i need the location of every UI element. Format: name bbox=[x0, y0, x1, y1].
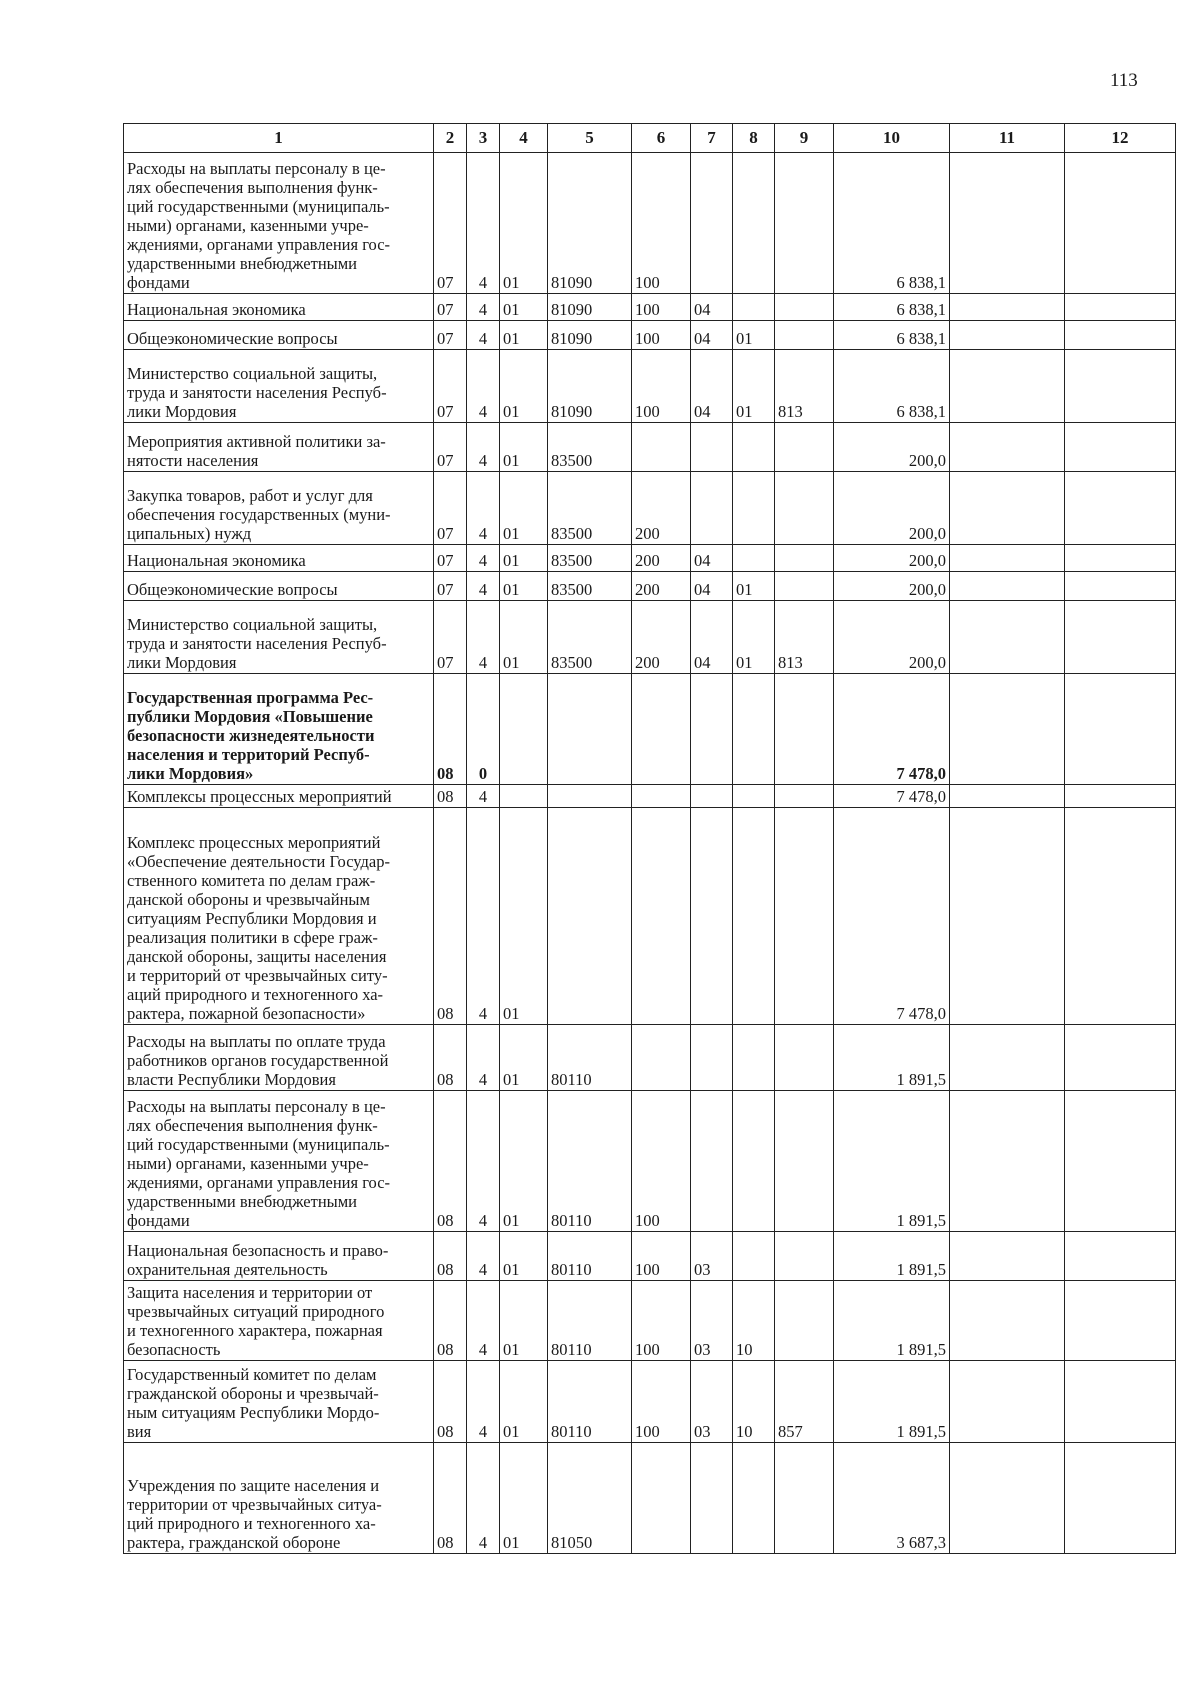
cell-col-6 bbox=[632, 785, 691, 808]
cell-col-5: 81090 bbox=[548, 294, 632, 321]
cell-col-5: 80110 bbox=[548, 1091, 632, 1232]
header-cell: 2 bbox=[434, 124, 467, 153]
cell-col-2: 08 bbox=[434, 808, 467, 1025]
cell-col-4: 01 bbox=[500, 294, 548, 321]
page-number: 113 bbox=[1110, 70, 1138, 91]
table-row bbox=[124, 785, 1176, 808]
row-label: Общеэкономические вопросы bbox=[124, 321, 434, 350]
cell-col-11 bbox=[950, 350, 1065, 423]
row-label: Комплекс процессных мероприятий «Обеспечение деятельности Государ- ственного комитета по делам граж- данской обороны и чрезвычайным ситуациям Республики Мордовия и реализация политики в сфере граж- данской обороны, защиты населения и территорий от чрезвычайных ситу- аций природного и техногенного ха- рактера, пожарной безопасности» bbox=[124, 808, 434, 1025]
cell-col-6: 100 bbox=[632, 1281, 691, 1361]
cell-col-10: 1 891,5 bbox=[834, 1025, 950, 1091]
cell-col-12 bbox=[1065, 472, 1176, 545]
cell-col-9 bbox=[775, 321, 834, 350]
cell-col-3: 0 bbox=[467, 674, 500, 785]
cell-col-2: 07 bbox=[434, 350, 467, 423]
cell-col-7 bbox=[691, 153, 733, 294]
cell-col-8: 10 bbox=[733, 1281, 775, 1361]
cell-col-12 bbox=[1065, 545, 1176, 572]
header-cell: 4 bbox=[500, 124, 548, 153]
cell-col-8 bbox=[733, 808, 775, 1025]
cell-col-7: 04 bbox=[691, 545, 733, 572]
table-row bbox=[124, 808, 1176, 1025]
cell-col-2: 08 bbox=[434, 1281, 467, 1361]
cell-col-2: 08 bbox=[434, 674, 467, 785]
cell-col-3: 4 bbox=[467, 423, 500, 472]
cell-col-9 bbox=[775, 1232, 834, 1281]
header-row bbox=[124, 124, 1176, 153]
cell-col-11 bbox=[950, 472, 1065, 545]
cell-col-8 bbox=[733, 294, 775, 321]
cell-col-10: 1 891,5 bbox=[834, 1361, 950, 1443]
cell-col-6: 200 bbox=[632, 572, 691, 601]
cell-col-11 bbox=[950, 785, 1065, 808]
table-row bbox=[124, 321, 1176, 350]
header-cell: 5 bbox=[548, 124, 632, 153]
row-label: Мероприятия активной политики за- нятости населения bbox=[124, 423, 434, 472]
cell-col-9 bbox=[775, 572, 834, 601]
row-label: Учреждения по защите населения и территории от чрезвычайных ситуа- ций природного и техногенного ха- рактера, гражданской обороне bbox=[124, 1443, 434, 1554]
cell-col-4: 01 bbox=[500, 1361, 548, 1443]
cell-col-10: 3 687,3 bbox=[834, 1443, 950, 1554]
cell-col-10: 200,0 bbox=[834, 423, 950, 472]
cell-col-5: 83500 bbox=[548, 572, 632, 601]
cell-col-4: 01 bbox=[500, 1281, 548, 1361]
table-row bbox=[124, 294, 1176, 321]
cell-col-8 bbox=[733, 674, 775, 785]
cell-col-4: 01 bbox=[500, 423, 548, 472]
cell-col-11 bbox=[950, 423, 1065, 472]
table-body bbox=[124, 153, 1176, 1554]
cell-col-9 bbox=[775, 294, 834, 321]
cell-col-5 bbox=[548, 808, 632, 1025]
cell-col-6: 100 bbox=[632, 1232, 691, 1281]
cell-col-2: 07 bbox=[434, 321, 467, 350]
cell-col-9 bbox=[775, 1025, 834, 1091]
cell-col-3: 4 bbox=[467, 1025, 500, 1091]
cell-col-10: 7 478,0 bbox=[834, 808, 950, 1025]
cell-col-5: 81090 bbox=[548, 350, 632, 423]
cell-col-9 bbox=[775, 1281, 834, 1361]
cell-col-10: 7 478,0 bbox=[834, 785, 950, 808]
cell-col-7: 04 bbox=[691, 350, 733, 423]
cell-col-7 bbox=[691, 808, 733, 1025]
cell-col-6: 100 bbox=[632, 350, 691, 423]
cell-col-3: 4 bbox=[467, 1232, 500, 1281]
cell-col-11 bbox=[950, 294, 1065, 321]
cell-col-5 bbox=[548, 674, 632, 785]
cell-col-5: 80110 bbox=[548, 1232, 632, 1281]
cell-col-3: 4 bbox=[467, 601, 500, 674]
header-cell: 3 bbox=[467, 124, 500, 153]
cell-col-3: 4 bbox=[467, 808, 500, 1025]
cell-col-11 bbox=[950, 321, 1065, 350]
cell-col-9 bbox=[775, 674, 834, 785]
cell-col-3: 4 bbox=[467, 294, 500, 321]
cell-col-7 bbox=[691, 1025, 733, 1091]
cell-col-4: 01 bbox=[500, 321, 548, 350]
cell-col-3: 4 bbox=[467, 321, 500, 350]
row-label: Защита населения и территории от чрезвычайных ситуаций природного и техногенного характера, пожарная безопасность bbox=[124, 1281, 434, 1361]
cell-col-3: 4 bbox=[467, 1281, 500, 1361]
cell-col-12 bbox=[1065, 1232, 1176, 1281]
cell-col-12 bbox=[1065, 1025, 1176, 1091]
cell-col-3: 4 bbox=[467, 1443, 500, 1554]
table-row bbox=[124, 572, 1176, 601]
cell-col-4: 01 bbox=[500, 350, 548, 423]
cell-col-6: 200 bbox=[632, 545, 691, 572]
cell-col-2: 08 bbox=[434, 785, 467, 808]
cell-col-4: 01 bbox=[500, 1232, 548, 1281]
header-cell: 6 bbox=[632, 124, 691, 153]
cell-col-7: 03 bbox=[691, 1232, 733, 1281]
cell-col-8 bbox=[733, 153, 775, 294]
cell-col-2: 08 bbox=[434, 1025, 467, 1091]
cell-col-11 bbox=[950, 1281, 1065, 1361]
cell-col-9 bbox=[775, 785, 834, 808]
table-row bbox=[124, 153, 1176, 294]
table-row bbox=[124, 1025, 1176, 1091]
cell-col-8: 10 bbox=[733, 1361, 775, 1443]
row-label: Национальная экономика bbox=[124, 545, 434, 572]
cell-col-12 bbox=[1065, 572, 1176, 601]
cell-col-12 bbox=[1065, 785, 1176, 808]
cell-col-12 bbox=[1065, 808, 1176, 1025]
cell-col-9 bbox=[775, 472, 834, 545]
cell-col-2: 07 bbox=[434, 572, 467, 601]
header-cell: 11 bbox=[950, 124, 1065, 153]
cell-col-12 bbox=[1065, 1443, 1176, 1554]
cell-col-7 bbox=[691, 674, 733, 785]
cell-col-3: 4 bbox=[467, 350, 500, 423]
cell-col-3: 4 bbox=[467, 545, 500, 572]
cell-col-5: 80110 bbox=[548, 1361, 632, 1443]
cell-col-11 bbox=[950, 153, 1065, 294]
cell-col-8 bbox=[733, 423, 775, 472]
cell-col-6 bbox=[632, 808, 691, 1025]
cell-col-3: 4 bbox=[467, 153, 500, 294]
table-row bbox=[124, 545, 1176, 572]
cell-col-6 bbox=[632, 423, 691, 472]
cell-col-10: 1 891,5 bbox=[834, 1281, 950, 1361]
cell-col-8 bbox=[733, 1025, 775, 1091]
cell-col-6: 200 bbox=[632, 472, 691, 545]
cell-col-7 bbox=[691, 423, 733, 472]
table-row bbox=[124, 423, 1176, 472]
cell-col-11 bbox=[950, 1232, 1065, 1281]
cell-col-10: 6 838,1 bbox=[834, 153, 950, 294]
table-row bbox=[124, 601, 1176, 674]
cell-col-4 bbox=[500, 785, 548, 808]
cell-col-9 bbox=[775, 423, 834, 472]
cell-col-8: 01 bbox=[733, 350, 775, 423]
cell-col-5: 81090 bbox=[548, 153, 632, 294]
cell-col-12 bbox=[1065, 1361, 1176, 1443]
table-row bbox=[124, 1361, 1176, 1443]
table-row bbox=[124, 1443, 1176, 1554]
cell-col-5: 80110 bbox=[548, 1025, 632, 1091]
cell-col-2: 08 bbox=[434, 1361, 467, 1443]
cell-col-9 bbox=[775, 153, 834, 294]
cell-col-10: 1 891,5 bbox=[834, 1091, 950, 1232]
header-cell: 9 bbox=[775, 124, 834, 153]
cell-col-3: 4 bbox=[467, 785, 500, 808]
cell-col-11 bbox=[950, 572, 1065, 601]
cell-col-11 bbox=[950, 1443, 1065, 1554]
cell-col-9: 813 bbox=[775, 350, 834, 423]
cell-col-11 bbox=[950, 1025, 1065, 1091]
budget-table bbox=[123, 123, 1176, 1554]
cell-col-7: 04 bbox=[691, 601, 733, 674]
header-cell: 8 bbox=[733, 124, 775, 153]
cell-col-3: 4 bbox=[467, 1361, 500, 1443]
cell-col-3: 4 bbox=[467, 472, 500, 545]
row-label: Расходы на выплаты персоналу в це- лях обеспечения выполнения функ- ций государственными (муниципаль- ными) органами, казенными учре- ждениями, органами управления гос- ударственными внебюджетными фондами bbox=[124, 1091, 434, 1232]
cell-col-12 bbox=[1065, 321, 1176, 350]
cell-col-10: 7 478,0 bbox=[834, 674, 950, 785]
cell-col-7: 04 bbox=[691, 321, 733, 350]
cell-col-9 bbox=[775, 1091, 834, 1232]
cell-col-10: 6 838,1 bbox=[834, 321, 950, 350]
cell-col-4: 01 bbox=[500, 808, 548, 1025]
cell-col-10: 6 838,1 bbox=[834, 294, 950, 321]
cell-col-5: 81090 bbox=[548, 321, 632, 350]
table-row bbox=[124, 1091, 1176, 1232]
cell-col-6: 100 bbox=[632, 294, 691, 321]
cell-col-3: 4 bbox=[467, 1091, 500, 1232]
cell-col-6: 100 bbox=[632, 153, 691, 294]
table-row bbox=[124, 472, 1176, 545]
row-label: Общеэкономические вопросы bbox=[124, 572, 434, 601]
row-label: Министерство социальной защиты, труда и занятости населения Респуб- лики Мордовия bbox=[124, 601, 434, 674]
cell-col-2: 08 bbox=[434, 1091, 467, 1232]
cell-col-4: 01 bbox=[500, 545, 548, 572]
cell-col-10: 1 891,5 bbox=[834, 1232, 950, 1281]
cell-col-10: 200,0 bbox=[834, 601, 950, 674]
cell-col-10: 200,0 bbox=[834, 545, 950, 572]
cell-col-10: 200,0 bbox=[834, 472, 950, 545]
cell-col-2: 07 bbox=[434, 472, 467, 545]
cell-col-8 bbox=[733, 1091, 775, 1232]
cell-col-8 bbox=[733, 472, 775, 545]
cell-col-11 bbox=[950, 1091, 1065, 1232]
cell-col-4: 01 bbox=[500, 472, 548, 545]
cell-col-4: 01 bbox=[500, 1091, 548, 1232]
cell-col-7: 03 bbox=[691, 1281, 733, 1361]
cell-col-9: 813 bbox=[775, 601, 834, 674]
cell-col-2: 07 bbox=[434, 153, 467, 294]
cell-col-7: 04 bbox=[691, 572, 733, 601]
cell-col-7 bbox=[691, 1443, 733, 1554]
cell-col-12 bbox=[1065, 674, 1176, 785]
cell-col-2: 08 bbox=[434, 1232, 467, 1281]
cell-col-5: 83500 bbox=[548, 423, 632, 472]
cell-col-10: 6 838,1 bbox=[834, 350, 950, 423]
cell-col-4: 01 bbox=[500, 1443, 548, 1554]
cell-col-2: 08 bbox=[434, 1443, 467, 1554]
row-label: Закупка товаров, работ и услуг для обеспечения государственных (муни- ципальных) нужд bbox=[124, 472, 434, 545]
cell-col-7: 04 bbox=[691, 294, 733, 321]
cell-col-4: 01 bbox=[500, 572, 548, 601]
table-row bbox=[124, 674, 1176, 785]
cell-col-7 bbox=[691, 472, 733, 545]
table-row bbox=[124, 1232, 1176, 1281]
cell-col-2: 07 bbox=[434, 294, 467, 321]
cell-col-2: 07 bbox=[434, 545, 467, 572]
header-cell: 10 bbox=[834, 124, 950, 153]
row-label: Расходы на выплаты персоналу в це- лях обеспечения выполнения функ- ций государственными (муниципаль- ными) органами, казенными учре- ждениями, органами управления гос- ударственными внебюджетными фондами bbox=[124, 153, 434, 294]
cell-col-4: 01 bbox=[500, 153, 548, 294]
row-label: Расходы на выплаты по оплате труда работников органов государственной власти Республики Мордовия bbox=[124, 1025, 434, 1091]
cell-col-11 bbox=[950, 674, 1065, 785]
cell-col-5: 81050 bbox=[548, 1443, 632, 1554]
cell-col-12 bbox=[1065, 423, 1176, 472]
cell-col-11 bbox=[950, 808, 1065, 1025]
cell-col-8: 01 bbox=[733, 572, 775, 601]
cell-col-12 bbox=[1065, 153, 1176, 294]
cell-col-11 bbox=[950, 545, 1065, 572]
cell-col-5: 83500 bbox=[548, 545, 632, 572]
cell-col-8 bbox=[733, 1443, 775, 1554]
cell-col-6 bbox=[632, 1443, 691, 1554]
cell-col-9 bbox=[775, 1443, 834, 1554]
cell-col-4: 01 bbox=[500, 1025, 548, 1091]
cell-col-12 bbox=[1065, 1091, 1176, 1232]
cell-col-5: 80110 bbox=[548, 1281, 632, 1361]
cell-col-3: 4 bbox=[467, 572, 500, 601]
cell-col-10: 200,0 bbox=[834, 572, 950, 601]
cell-col-9 bbox=[775, 545, 834, 572]
cell-col-9 bbox=[775, 808, 834, 1025]
row-label: Национальная экономика bbox=[124, 294, 434, 321]
cell-col-8: 01 bbox=[733, 321, 775, 350]
cell-col-11 bbox=[950, 601, 1065, 674]
cell-col-6: 100 bbox=[632, 321, 691, 350]
cell-col-11 bbox=[950, 1361, 1065, 1443]
cell-col-7 bbox=[691, 785, 733, 808]
header-cell: 12 bbox=[1065, 124, 1176, 153]
cell-col-12 bbox=[1065, 350, 1176, 423]
cell-col-6: 100 bbox=[632, 1361, 691, 1443]
row-label: Государственная программа Рес- публики Мордовия «Повышение безопасности жизнедеятельности населения и территорий Респуб- лики Мордовия» bbox=[124, 674, 434, 785]
cell-col-2: 07 bbox=[434, 601, 467, 674]
cell-col-12 bbox=[1065, 294, 1176, 321]
cell-col-8 bbox=[733, 1232, 775, 1281]
cell-col-4 bbox=[500, 674, 548, 785]
row-label: Государственный комитет по делам гражданской обороны и чрезвычай- ным ситуациям Республики Мордо- вия bbox=[124, 1361, 434, 1443]
row-label: Национальная безопасность и право- охранительная деятельность bbox=[124, 1232, 434, 1281]
cell-col-8 bbox=[733, 785, 775, 808]
cell-col-6: 100 bbox=[632, 1091, 691, 1232]
table-row bbox=[124, 350, 1176, 423]
cell-col-2: 07 bbox=[434, 423, 467, 472]
cell-col-4: 01 bbox=[500, 601, 548, 674]
cell-col-6 bbox=[632, 1025, 691, 1091]
row-label: Комплексы процессных мероприятий bbox=[124, 785, 434, 808]
table-row bbox=[124, 1281, 1176, 1361]
cell-col-7: 03 bbox=[691, 1361, 733, 1443]
cell-col-5 bbox=[548, 785, 632, 808]
cell-col-8: 01 bbox=[733, 601, 775, 674]
cell-col-6: 200 bbox=[632, 601, 691, 674]
cell-col-6 bbox=[632, 674, 691, 785]
row-label: Министерство социальной защиты, труда и занятости населения Респуб- лики Мордовия bbox=[124, 350, 434, 423]
cell-col-12 bbox=[1065, 601, 1176, 674]
cell-col-5: 83500 bbox=[548, 472, 632, 545]
cell-col-7 bbox=[691, 1091, 733, 1232]
cell-col-8 bbox=[733, 545, 775, 572]
cell-col-12 bbox=[1065, 1281, 1176, 1361]
header-cell: 1 bbox=[124, 124, 434, 153]
cell-col-9: 857 bbox=[775, 1361, 834, 1443]
cell-col-5: 83500 bbox=[548, 601, 632, 674]
header-cell: 7 bbox=[691, 124, 733, 153]
